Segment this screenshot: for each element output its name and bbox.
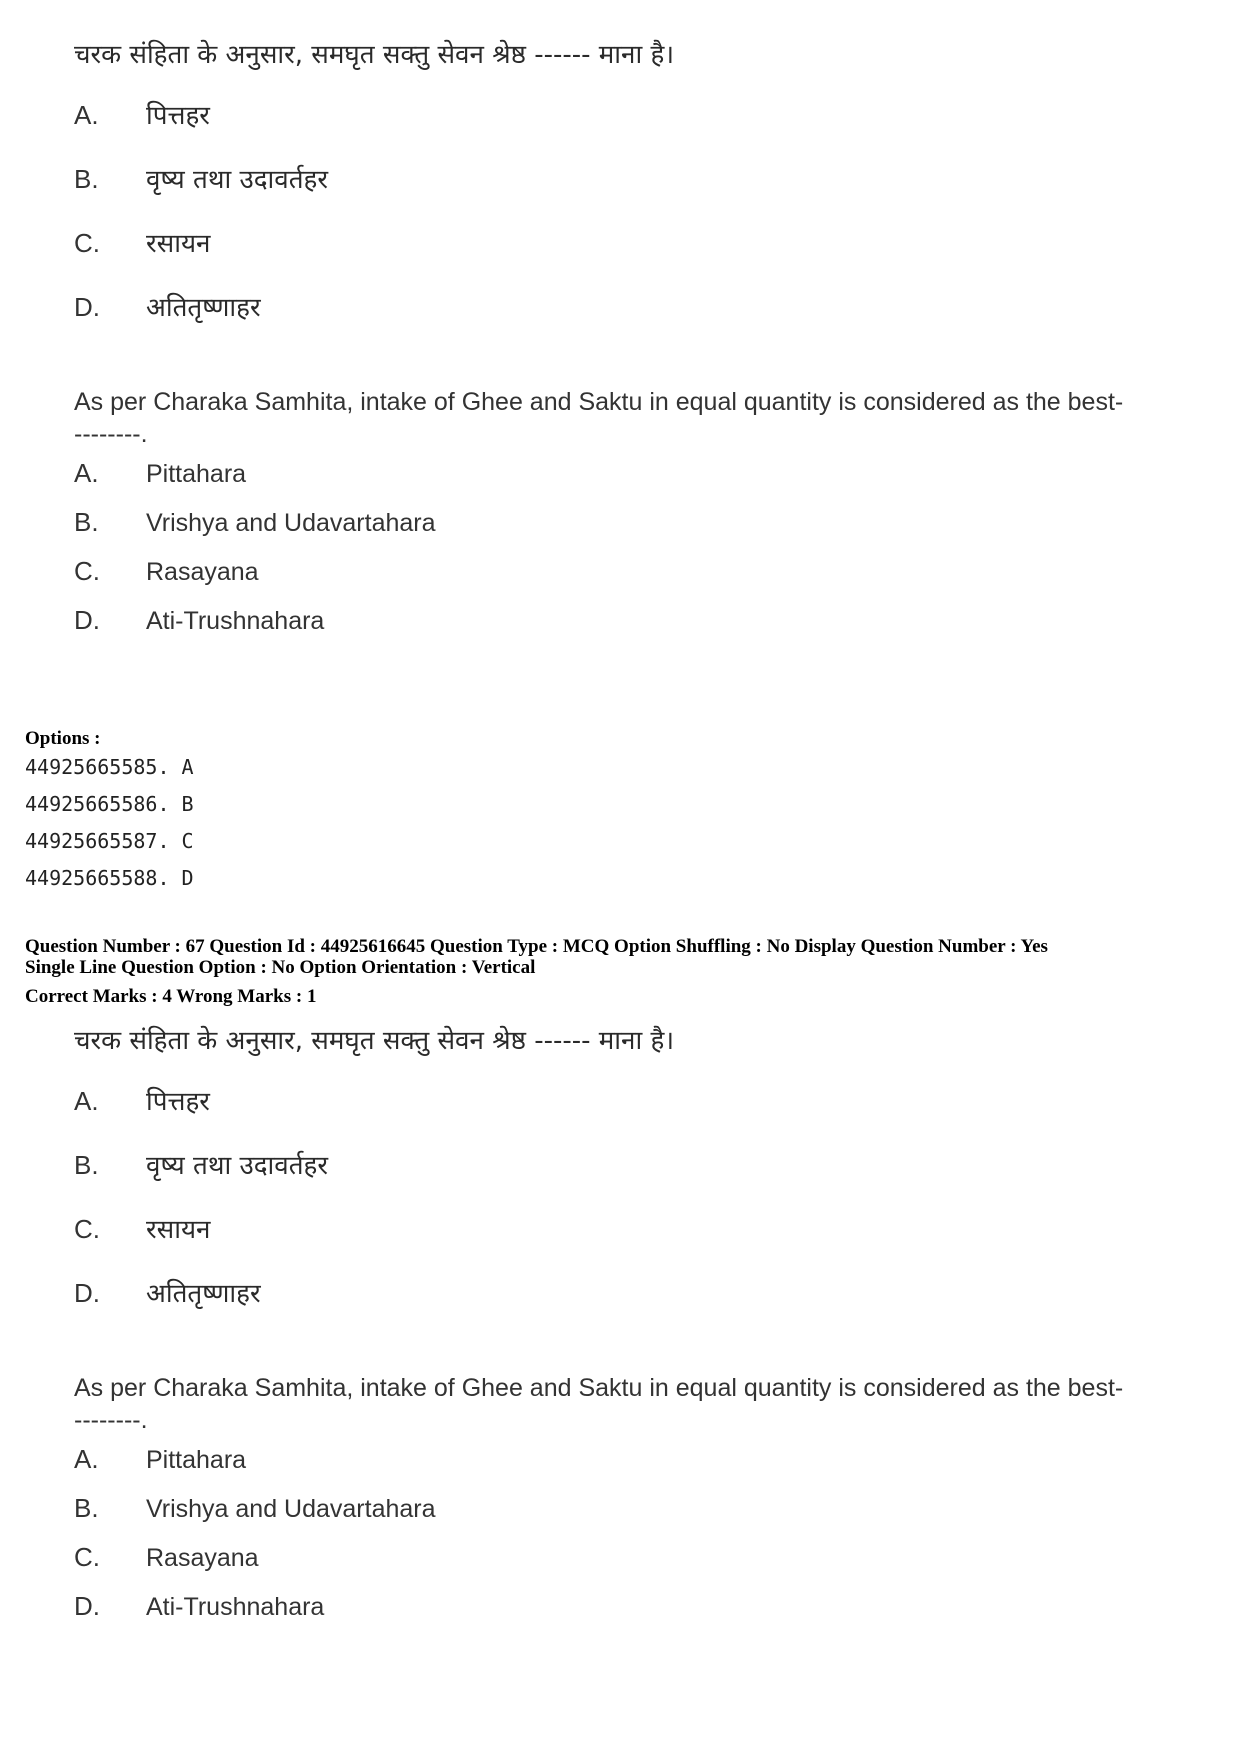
- hindi-question-text: चरक संहिता के अनुसार, समघृत सक्तु सेवन श्रेष्ठ ------ माना है।: [74, 40, 675, 70]
- metadata-line-3: Correct Marks : 4 Wrong Marks : 1: [25, 986, 317, 1007]
- option-letter: C.: [74, 1542, 100, 1572]
- option-letter: C.: [74, 1214, 100, 1244]
- hindi-question-text: चरक संहिता के अनुसार, समघृत सक्तु सेवन श्रेष्ठ ------ माना है।: [74, 1026, 675, 1056]
- option-letter: D.: [74, 292, 100, 322]
- option-letter: D.: [74, 1278, 100, 1308]
- english-question-text: As per Charaka Samhita, intake of Ghee and Saktu in equal quantity is considered as the best---------.: [74, 388, 1124, 448]
- option-text: वृष्य तथा उदावर्तहर: [146, 1151, 328, 1181]
- option-letter: B.: [74, 507, 99, 537]
- option-letter: A.: [74, 1444, 99, 1474]
- option-text: Ati-Trushnahara: [146, 1593, 325, 1621]
- option-text: रसायन: [146, 229, 211, 259]
- hindi-option-b: [74, 1146, 1154, 1210]
- english-options-list: [74, 1444, 1154, 1640]
- option-letter: A.: [74, 458, 99, 488]
- option-letter: C.: [74, 556, 100, 586]
- option-text: अतितृष्णाहर: [146, 293, 261, 323]
- hindi-options-list: [74, 96, 1154, 352]
- option-text: अतितृष्णाहर: [146, 1279, 261, 1309]
- option-text: Pittahara: [146, 1446, 247, 1474]
- option-text: पित्तहर: [146, 101, 210, 131]
- hindi-options-list: [74, 1082, 1154, 1338]
- option-letter: B.: [74, 1150, 99, 1180]
- option-text: Pittahara: [146, 460, 247, 488]
- option-letter: A.: [74, 100, 99, 130]
- hindi-option-b: [74, 160, 1154, 224]
- option-text: Rasayana: [146, 558, 259, 586]
- option-letter: B.: [74, 1493, 99, 1523]
- english-question-text: As per Charaka Samhita, intake of Ghee and Saktu in equal quantity is considered as the best---------.: [74, 1374, 1124, 1434]
- option-letter: D.: [74, 1591, 100, 1621]
- option-id-item: 44925665586. B: [25, 792, 194, 816]
- option-letter: C.: [74, 228, 100, 258]
- option-text: रसायन: [146, 1215, 211, 1245]
- option-text: पित्तहर: [146, 1087, 210, 1117]
- option-letter: A.: [74, 1086, 99, 1116]
- option-id-item: 44925665585. A: [25, 755, 194, 779]
- hindi-option-a: [74, 1082, 1154, 1146]
- option-text: वृष्य तथा उदावर्तहर: [146, 165, 328, 195]
- english-option-b: [74, 507, 1154, 556]
- question-metadata: [25, 936, 1048, 1007]
- option-id-item: 44925665587. C: [25, 829, 194, 853]
- hindi-option-d: [74, 288, 1154, 352]
- english-option-a: [74, 1444, 1154, 1493]
- option-id-list: [25, 752, 194, 900]
- english-option-a: [74, 458, 1154, 507]
- english-option-c: [74, 1542, 1154, 1591]
- english-option-c: [74, 556, 1154, 605]
- question-block-2: [74, 1024, 1154, 1640]
- english-options-list: [74, 458, 1154, 654]
- option-text: Rasayana: [146, 1544, 259, 1572]
- english-option-d: [74, 1591, 1154, 1640]
- hindi-option-a: [74, 96, 1154, 160]
- hindi-option-c: [74, 224, 1154, 288]
- option-letter: D.: [74, 605, 100, 635]
- metadata-line-2: Single Line Question Option : No Option Orientation : Vertical: [25, 957, 536, 978]
- hindi-option-d: [74, 1274, 1154, 1338]
- metadata-line-1: Question Number : 67 Question Id : 44925616645 Question Type : MCQ Option Shuffling : No Display Question Number : Yes: [25, 936, 1048, 957]
- question-block-1: [74, 38, 1154, 654]
- option-letter: B.: [74, 164, 99, 194]
- option-text: Vrishya and Udavartahara: [146, 1495, 436, 1523]
- english-option-d: [74, 605, 1154, 654]
- option-text: Ati-Trushnahara: [146, 607, 325, 635]
- option-id-item: 44925665588. D: [25, 866, 194, 890]
- english-option-b: [74, 1493, 1154, 1542]
- options-heading: Options :: [25, 728, 101, 749]
- option-text: Vrishya and Udavartahara: [146, 509, 436, 537]
- hindi-option-c: [74, 1210, 1154, 1274]
